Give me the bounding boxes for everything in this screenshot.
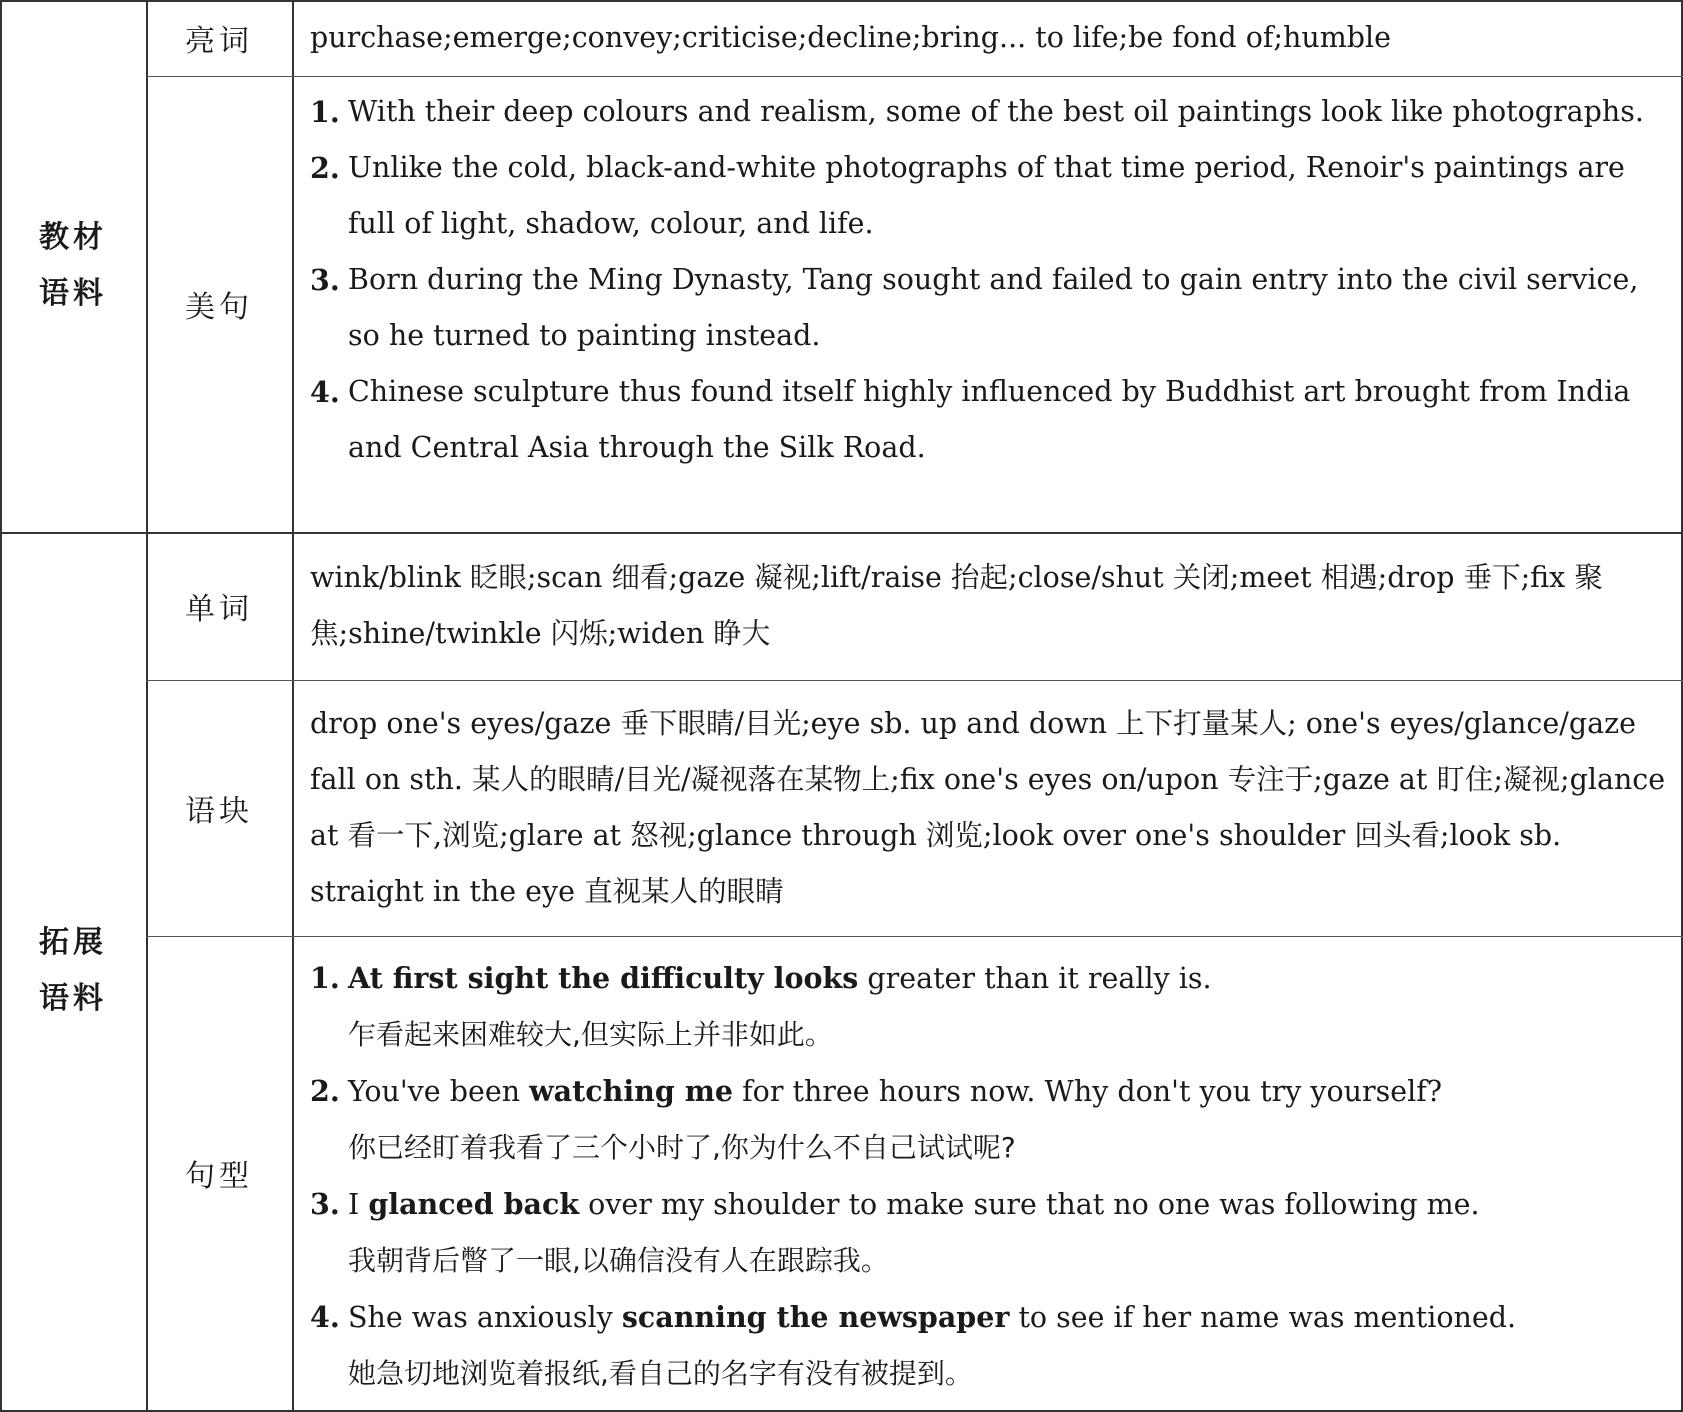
sentence-pattern-keyword: scanning the newspaper xyxy=(621,1300,1010,1334)
sentence-pattern-translation: 乍看起来困难较大,但实际上并非如此。 xyxy=(348,1018,833,1051)
row-divider-3 xyxy=(146,936,1683,937)
sentence-pattern-keyword: watching me xyxy=(529,1074,734,1108)
row-label-highlight-words xyxy=(146,0,292,76)
row-label-highlight-words-text: 亮词 xyxy=(185,24,253,59)
beautiful-sentence-item xyxy=(310,84,1669,140)
row-label-words-text: 单词 xyxy=(185,592,253,627)
item-number: 4. xyxy=(310,375,340,409)
words-cell xyxy=(310,550,1669,662)
item-number: 2. xyxy=(310,151,340,185)
words-text: wink/blink 眨眼;scan 细看;gaze 凝视;lift/raise 抬起;close/shut 关闭;meet 相遇;drop 垂下;fix 聚焦;shine/twinkle 闪烁;widen 睁大 xyxy=(310,561,1603,650)
row-divider-1 xyxy=(146,76,1683,77)
beautiful-sentence-item xyxy=(310,252,1669,364)
row-label-beautiful-sentences xyxy=(146,76,292,532)
section-label-textbook xyxy=(0,0,146,532)
item-number: 1. xyxy=(310,95,340,129)
sentence-pattern-item xyxy=(310,950,1669,1007)
row-label-chunks xyxy=(146,680,292,936)
sentence-pattern-translation: 我朝背后瞥了一眼,以确信没有人在跟踪我。 xyxy=(348,1244,889,1277)
beautiful-sentence-item xyxy=(310,364,1669,476)
row-label-words xyxy=(146,532,292,680)
chunks-cell xyxy=(310,696,1669,920)
item-number: 3. xyxy=(310,263,340,297)
section-label-extended-text: 拓展 语料 xyxy=(39,925,107,1016)
sentence-pattern-translation: 她急切地浏览着报纸,看自己的名字有没有被提到。 xyxy=(348,1357,973,1390)
sentence-pattern-english: She was anxiously scanning the newspaper to see if her name was mentioned. xyxy=(348,1300,1517,1334)
beautiful-sentences-cell xyxy=(310,84,1669,476)
row-label-patterns-text: 句型 xyxy=(185,1159,253,1194)
sentence-pattern-item xyxy=(310,1176,1669,1233)
sentence-pattern-item xyxy=(310,1289,1669,1346)
chunks-text: drop one's eyes/gaze 垂下眼睛/目光;eye sb. up and down 上下打量某人; one's eyes/glance/gaze fall on sth. 某人的眼睛/目光/凝视落在某物上;fix one's eyes on/upon 专注于;gaze at 盯住;凝视;glance at 看一下,浏览;glare at 怒视;glance through 浏览;look over one's shoulder 回头看;look sb. straight in the eye 直视某人的眼睛 xyxy=(310,707,1666,908)
sentence-pattern-item xyxy=(310,1063,1669,1120)
column-divider-2 xyxy=(292,0,294,1412)
sentence-pattern-translation: 你已经盯着我看了三个小时了,你为什么不自己试试呢? xyxy=(348,1131,1016,1164)
sentence-patterns-cell xyxy=(310,950,1669,1402)
sentence-pattern-english: I glanced back over my shoulder to make sure that no one was following me. xyxy=(348,1187,1480,1221)
item-number: 4. xyxy=(310,1300,340,1334)
beautiful-sentence-item xyxy=(310,140,1669,252)
sentence-pattern-keyword: glanced back xyxy=(368,1187,580,1221)
highlight-words-cell xyxy=(310,10,1669,66)
item-number: 1. xyxy=(310,961,340,995)
section-label-textbook-text: 教材 语料 xyxy=(39,220,107,311)
sentence-pattern-english: You've been watching me for three hours now. Why don't you try yourself? xyxy=(348,1074,1443,1108)
row-divider-2 xyxy=(146,680,1683,681)
beautiful-sentence-text: With their deep colours and realism, some of the best oil paintings look like photographs. xyxy=(348,95,1644,128)
row-label-patterns xyxy=(146,936,292,1410)
sentence-pattern-keyword: At first sight the difficulty looks xyxy=(348,961,859,995)
highlight-words-text: purchase;emerge;convey;criticise;decline;bring... to life;be fond of;humble xyxy=(310,21,1391,54)
section-label-extended xyxy=(0,532,146,1410)
sentence-pattern-english: At first sight the difficulty looks greater than it really is. xyxy=(348,961,1212,995)
beautiful-sentence-text: Unlike the cold, black-and-white photographs of that time period, Renoir's paintings are full of light, shadow, colour, and life. xyxy=(348,151,1625,240)
item-number: 3. xyxy=(310,1187,340,1221)
beautiful-sentence-text: Chinese sculpture thus found itself highly influenced by Buddhist art brought from India and Central Asia through the Silk Road. xyxy=(348,375,1631,464)
item-number: 2. xyxy=(310,1074,340,1108)
beautiful-sentence-text: Born during the Ming Dynasty, Tang sought and failed to gain entry into the civil service, so he turned to painting instead. xyxy=(348,263,1639,352)
row-label-chunks-text: 语块 xyxy=(185,794,253,829)
row-label-beautiful-sentences-text: 美句 xyxy=(185,290,253,325)
